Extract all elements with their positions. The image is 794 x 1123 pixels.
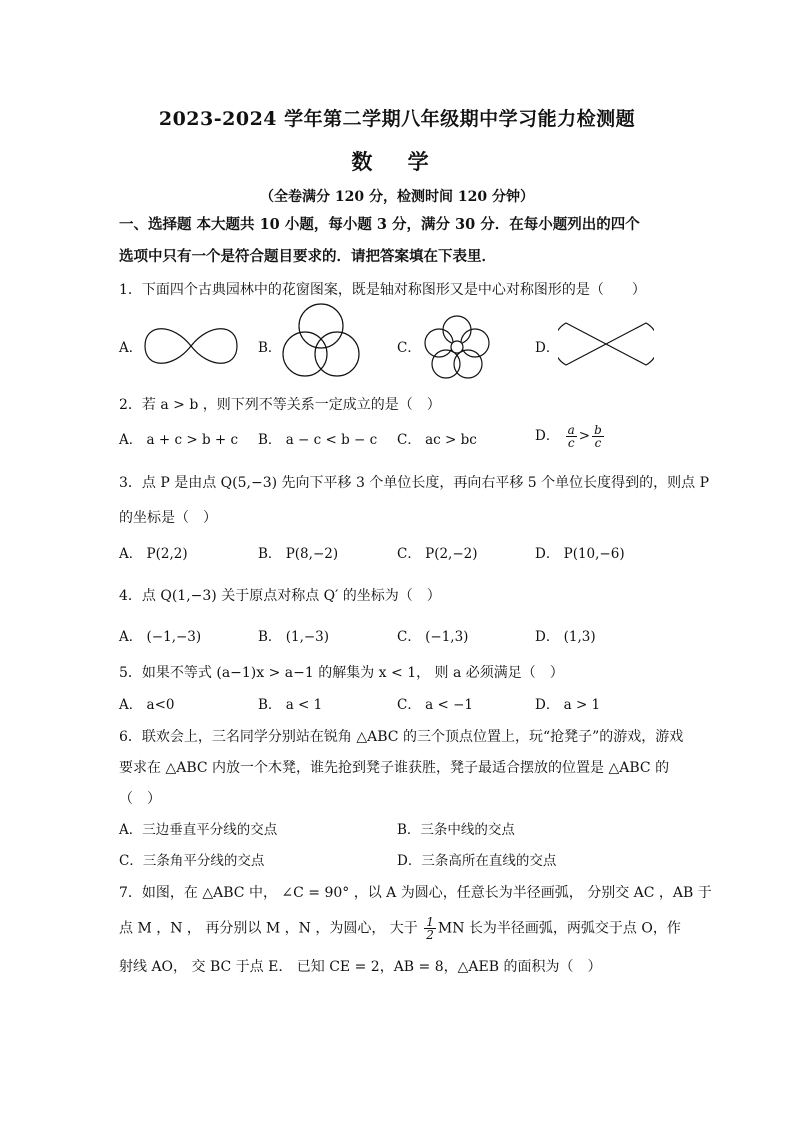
- q7-stem-line2-part2: MN 长为半径画弧，两弧交于点 O，作: [437, 920, 681, 937]
- q2-option-d-label: D．: [535, 428, 560, 444]
- q7-fraction-one-half: $\frac{1}{2}$: [426, 915, 434, 942]
- q6-option-d: D．三条高所在直线的交点: [397, 853, 557, 869]
- q2-fraction-b-over-c: $\frac{b}{c}$: [594, 423, 602, 450]
- q2-option-a: A． a + c > b + c: [119, 432, 239, 448]
- q5-option-c: C． a < −1: [397, 697, 473, 713]
- q3-option-a: A． P(2,2): [119, 546, 188, 562]
- q7-stem-line3: 射线 AO， 交 BC 于点 E． 已知 CE = 2，AB = 8，△AEB 的面积为（ ）: [119, 959, 602, 975]
- exam-title: 2023-2024 学年第二学期八年级期中学习能力检测题: [158, 108, 636, 130]
- section1-instructions-line2: 选项中只有一个是符合题目要求的．请把答案填在下表里．: [119, 248, 496, 265]
- q5-option-a: A． a<0: [119, 697, 175, 713]
- q4-option-c: C． (−1,3): [397, 629, 469, 645]
- q4-option-d: D． (1,3): [535, 629, 596, 645]
- q4-option-a: A． (−1,−3): [119, 629, 202, 645]
- q2-stem: 2．若 a > b ，则下列不等关系一定成立的是（ ）: [119, 397, 441, 413]
- q6-option-a: A．三边垂直平分线的交点: [119, 822, 278, 838]
- q1-figure-d-bowtie: [558, 319, 654, 369]
- q2-fraction-a-over-c: $\frac{a}{c}$: [567, 423, 575, 450]
- q1-figure-c-flower: [419, 311, 495, 383]
- q5-option-d: D． a > 1: [535, 697, 601, 713]
- section1-instructions-line1: 一、选择题 本大题共 10 小题，每小题 3 分，满分 30 分．在每小题列出的四个: [119, 216, 640, 233]
- q1-option-c-label: C．: [397, 340, 421, 356]
- q7-stem-line2-part1: 点 M ，N ， 再分别以 M ，N ，为圆心， 大于: [119, 920, 418, 937]
- q3-option-b: B． P(8,−2): [258, 546, 339, 562]
- q2-option-c: C． ac > bc: [397, 432, 477, 448]
- q2-option-d: [535, 424, 606, 449]
- q4-stem: 4．点 Q(1,−3) 关于原点对称点 Q′ 的坐标为（ ）: [119, 588, 441, 604]
- q1-option-b-label: B．: [258, 340, 282, 356]
- q3-stem-line2: 的坐标是（ ）: [119, 510, 217, 526]
- q3-stem-line1: 3．点 P 是由点 Q(5,−3) 先向下平移 3 个单位长度，再向右平移 5 个单位长度得到的，则点 P: [119, 475, 710, 491]
- q1-stem: 1．下面四个古典园林中的花窗图案，既是轴对称图形又是中心对称图形的是（ ）: [119, 282, 646, 298]
- q1-figure-a-infinity: [143, 321, 239, 371]
- q6-stem-line1: 6．联欢会上，三名同学分别站在锐角 △ABC 的三个顶点位置上，玩“抢凳子”的游戏，游戏: [119, 729, 684, 745]
- q6-stem-line3: （ ）: [119, 791, 161, 807]
- q6-option-c: C．三条角平分线的交点: [119, 853, 265, 869]
- q4-option-b: B． (1,−3): [258, 629, 330, 645]
- q1-option-a-label: A．: [119, 340, 143, 356]
- q3-option-d: D． P(10,−6): [535, 546, 625, 562]
- q3-option-c: C． P(2,−2): [397, 546, 478, 562]
- q2-greater-than: >: [578, 428, 591, 444]
- q7-stem-line1: 7．如图，在 △ABC 中， ∠C = 90° ，以 A 为圆心，任意长为半径画弧， 分别交 AC ，AB 于: [119, 885, 712, 901]
- q6-stem-line2: 要求在 △ABC 内放一个木凳，谁先抢到凳子谁获胜，凳子最适合摆放的位置是 △ABC 的: [119, 760, 670, 776]
- q5-option-b: B． a < 1: [258, 697, 323, 713]
- q6-option-b: B．三条中线的交点: [397, 822, 515, 838]
- q5-stem: 5．如果不等式 (a−1)x > a−1 的解集为 x < 1， 则 a 必须满足（ ）: [119, 665, 564, 681]
- exam-subject: 数 学: [351, 149, 443, 174]
- q2-option-b: B． a − c < b − c: [258, 432, 378, 448]
- exam-note: （全卷满分 120 分，检测时间 120 分钟）: [260, 189, 534, 205]
- q7-stem-line2: [119, 916, 681, 941]
- q1-figure-b-trefoil: [279, 302, 363, 382]
- q1-option-d-label: D．: [535, 340, 560, 356]
